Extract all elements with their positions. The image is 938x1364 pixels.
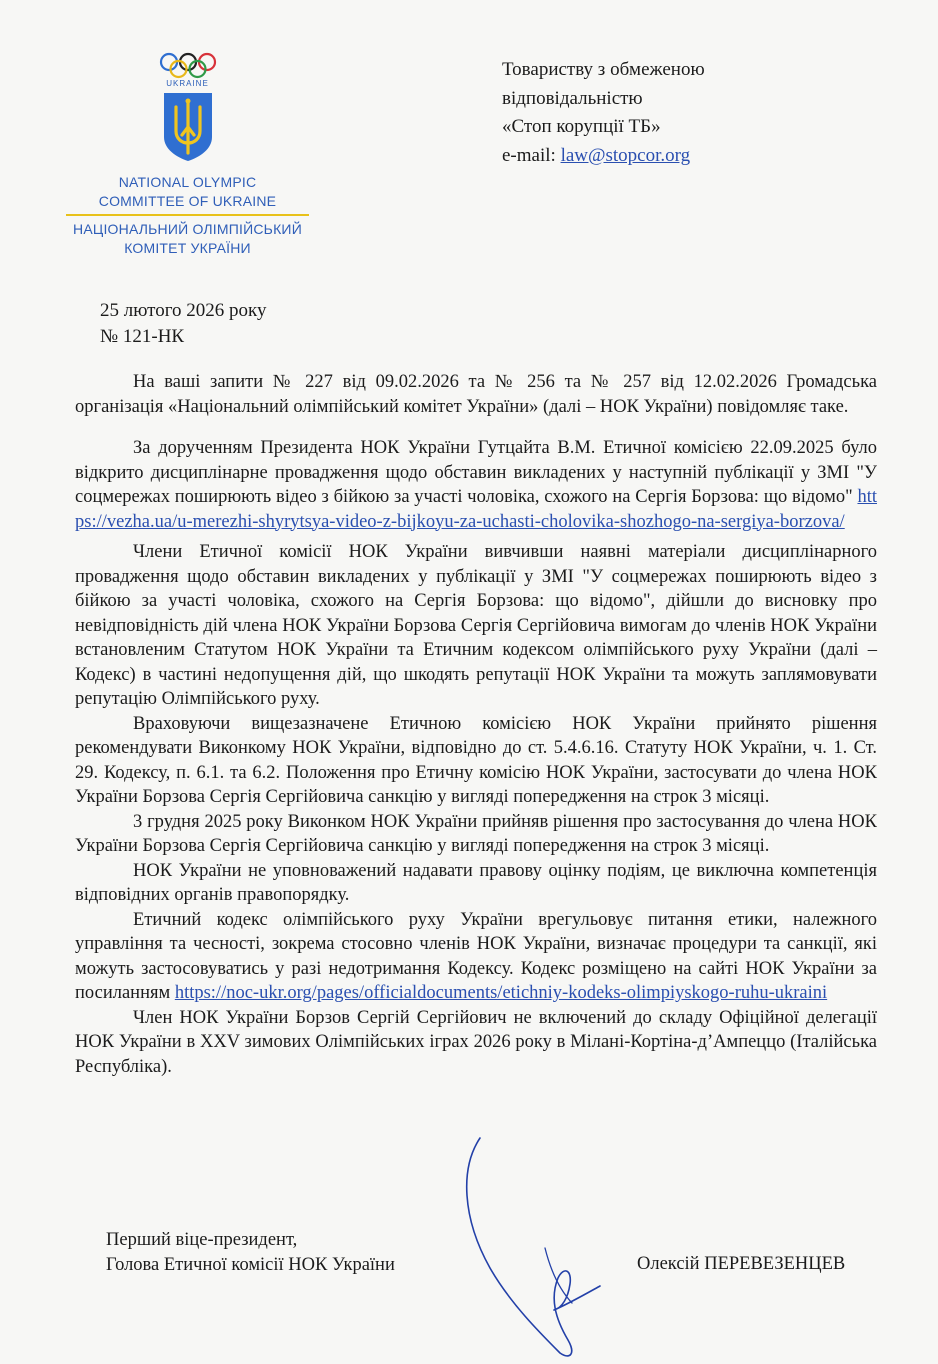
letter-meta [100, 298, 267, 350]
email-link[interactable]: law@stopcor.org [560, 144, 691, 166]
addressee-line: Товариству з обмеженою [502, 59, 705, 80]
addressee-block [502, 56, 705, 170]
ethics-code-link[interactable]: https://noc-ukr.org/pages/officialdocuments/etichniy-kodeks-olimpiyskogo-ruhu-ukraini [174, 983, 828, 1003]
addressee-line: відповідальністю [502, 87, 643, 109]
paragraph: Член НОК України Борзов Сергій Сергійович не включений до складу Офіційної делегації НОК України в XXV зимових Олімпійських іграх 2026 року в Мілані-Кортіна-д’Ампеццо (Італійська Республіка). [75, 1007, 877, 1077]
org-name-ua: НАЦІОНАЛЬНИЙ ОЛІМПІЙСЬКИЙ КОМІТЕТ УКРАЇНИ [73, 221, 302, 256]
addressee-line: «Стоп корупції ТБ» [502, 116, 661, 137]
vezha-link[interactable]: https://vezha.ua/u-merezhi-shyrytsya-video-z-bijkoyu-za-uchasti-cholovika-shozhogo-na-sergiya-borzova/ [75, 487, 877, 532]
paragraph: НОК України не уповноважений надавати правову оцінку подіям, це виключна компетенція відповідних органів правопорядку. [75, 860, 877, 905]
org-name-en: NATIONAL OLYMPIC COMMITTEE OF UKRAINE [98, 174, 277, 209]
paragraph: 3 грудня 2025 року Виконком НОК України прийняв рішення про застосування до члена НОК України Борзова Сергія Сергійовича санкцію у вигляді попередження на строк 3 місяці. [75, 811, 877, 856]
signatory-name: Олексій ПЕРЕВЕЗЕНЦЕВ [637, 1254, 846, 1274]
handwritten-signature [450, 1128, 620, 1363]
paragraph: За дорученням Президента НОК України Гутцайта В.М. Етичної комісією 22.09.2025 було відкрито дисциплінарне провадження щодо обставин викладених у наступній публікації у ЗМІ "У соцмережах поширюють відео з бійкою за участі чоловіка, схожого на Сергія Борзова: що відомо" https://vezha.ua/u-merezhi-shyrytsya-video-z-bijkoyu-za-uchasti-cholovika-shozhogo-na-sergiya-borzova/ [75, 438, 877, 532]
paragraph: Етичний кодекс олімпійського руху України врегульовує питання етики, належного управління та чесності, зокрема стосовно членів НОК України, визначає процедури та санкції, які можуть застосовуватись у разі недотримання Кодексу. Кодекс розміщено на сайті НОК України за посиланням https://noc-ukr.org/pages/officialdocuments/etichniy-kodeks-olimpiyskogo-ruhu-ukraini [75, 909, 877, 1003]
logo-ukraine-word: UKRAINE [166, 79, 209, 88]
addressee-email-line: e-mail: law@stopcor.org [502, 144, 691, 166]
letter-body [75, 370, 877, 1079]
paragraph: Враховуючи вищезазначене Етичною комісією НОК України прийнято рішення рекомендувати Виконкому НОК України, відповідно до ст. 5.4.6.16. Статуту НОК України, ч. 1. Ст. 29. Кодексу, п. 6.1. та 6.2. Положення про Етичну комісію НОК України, застосувати до члена НОК України Борзова Сергія Сергійовича санкцію у вигляді попередження на строк 3 місяці. [75, 713, 877, 807]
olympic-rings-icon [159, 52, 217, 80]
logo-divider [66, 214, 309, 216]
paragraph: На ваші запити № 227 від 09.02.2026 та № 256 та № 257 від 12.02.2026 Громадська організація «Національний олімпійський комітет України» (далі – НОК України) повідомляє таке. [75, 372, 877, 417]
trident-shield-icon [160, 91, 216, 163]
letter-date: 25 лютого 2026 року [100, 300, 267, 321]
letter-number: № 121-НК [100, 326, 185, 347]
paragraph: Члени Етичної комісії НОК України вивчивши наявні матеріали дисциплінарного провадження щодо обставин викладених у публікації у ЗМІ "У соцмережах поширюють відео з бійкою за участі чоловіка, схожого на Сергія Борзова: що відомо", дійшли до висновку про невідповідність дій члена НОК України Борзова Сергія Сергійовича вимогам до членів НОК України встановленим Статутом НОК України та Етичним кодексом олімпійського руху України (далі – Кодекс) в частині недопущення дій, що шкодять репутації НОК України та можуть заплямовувати репутацію Олімпійського руху. [75, 542, 877, 709]
signatory-title: Перший віце-президент, Голова Етичної комісії НОК України [106, 1230, 395, 1275]
noc-logo [60, 52, 315, 258]
